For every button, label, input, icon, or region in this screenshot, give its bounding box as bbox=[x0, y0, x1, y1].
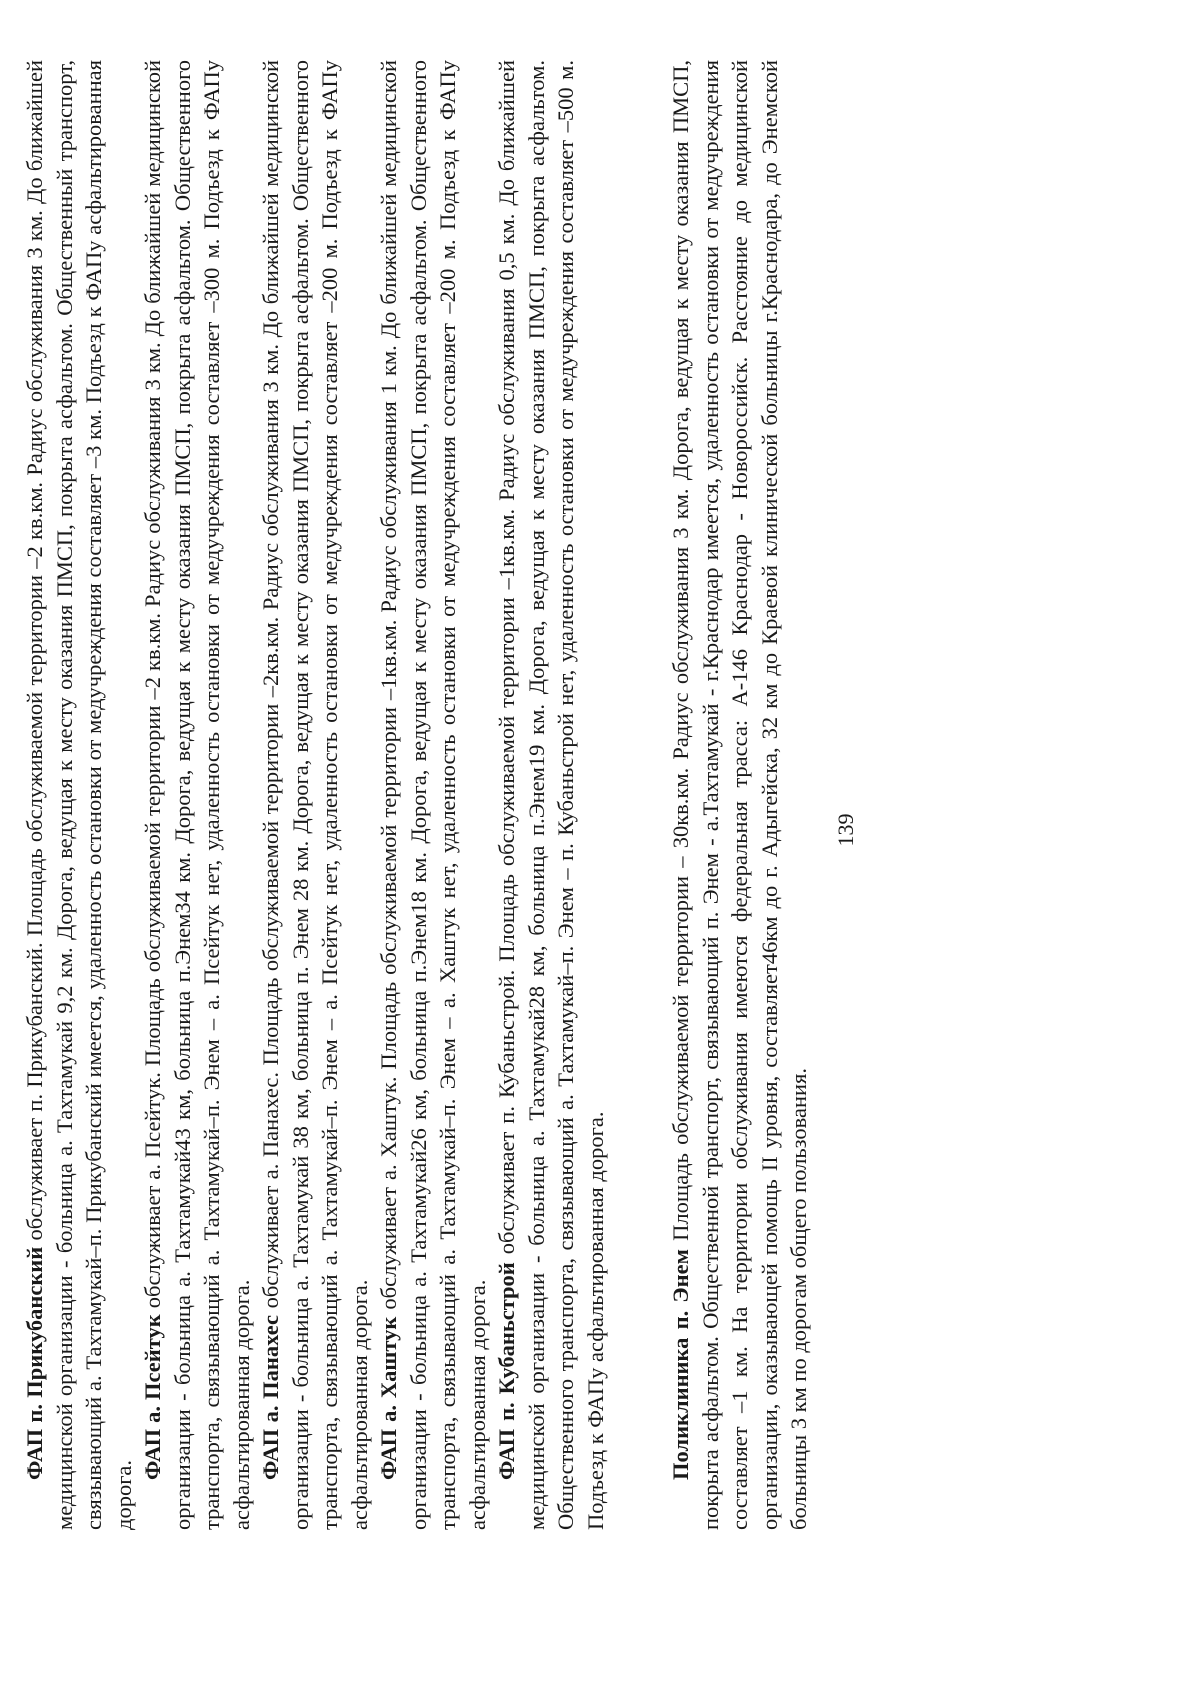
paragraph-text: обслуживает п. Прикубанский. Площадь обслуживаемой территории –2 кв.км. Радиус обслуживания 3 км. До ближайшей медицинской организации - больница а. Тахтамукай 9,2 км. Дорога, ведущая к месту оказания ПМСП, покрыта асфальтом. Общественный транспорт, связывающий а. Тахтамукай–п. Прикубанский имеется, удаленность остановки от медучреждения составляет –3 км. Подъезд к ФАПу асфальтированная дорога. bbox=[22, 59, 136, 1530]
rotated-text-body bbox=[20, 60, 880, 1530]
paragraph-heading: ФАП а. Псейтук bbox=[140, 1314, 165, 1480]
paragraph-text: Площадь обслуживаемой территории – 30кв.км. Радиус обслуживания 3 км. Дорога, ведущая к месту оказания ПМСП, покрыта асфальтом. Общественной транспорт, связывающий п. Энем - а.Тахтамукай - г.Краснодар имеется, удаленность остановки от медучреждения составляет –1 км. На территории обслуживания имеются федеральная трасса: А-146 Краснодар - Новороссийск. Расстояние до медицинской организации, оказывающей помощь II уровня, составляет46км до г. Адыгейска, 32 км до Краевой клинической больницы г.Краснодара, до Энемской больницы 3 км по дорогам общего пользования. bbox=[668, 60, 811, 1530]
paragraph-heading: ФАП а. Хаштук bbox=[376, 1316, 401, 1480]
paragraph-text: обслуживает а. Панахес. Площадь обслуживаемой территории –2кв.км. Радиус обслуживания 3 км. До ближайшей медицинской организации - больница а. Тахтамукай 38 км, больница п. Энем 28 км. Дорога, ведущая к месту оказания ПМСП, покрыта асфальтом. Общественного транспорта, связывающий а. Тахтамукай–п. Энем – а. Псейтук нет, удаленность остановки от медучреждения составляет –200 м. Подъезд к ФАПу асфальтированная дорога. bbox=[258, 59, 372, 1530]
paragraph-polyclinic-enem bbox=[666, 60, 814, 1530]
paragraph-heading: ФАП а. Панахес bbox=[258, 1314, 283, 1480]
paragraph-fap-pseytuk bbox=[138, 60, 256, 1530]
page-number: 139 bbox=[833, 813, 858, 847]
paragraph-heading: Поликлиника п. Энем bbox=[668, 1249, 693, 1480]
paragraph-heading: ФАП п. Кубаньстрой bbox=[494, 1262, 519, 1480]
paragraph-fap-prikubansky bbox=[20, 60, 138, 1530]
paragraph-gap bbox=[610, 60, 666, 1530]
paragraph-text: обслуживает а. Псейтук. Площадь обслуживаемой территории –2 кв.км. Радиус обслуживания 3 км. До ближайшей медицинской организации - больница а. Тахтамукай43 км, больница п.Энем34 км. Дорога, ведущая к месту оказания ПМСП, покрыта асфальтом. Общественного транспорта, связывающий а. Тахтамукай–п. Энем – а. Псейтук нет, удаленность остановки от медучреждения составляет –300 м. Подъезд к ФАПу асфальтированная дорога. bbox=[140, 60, 254, 1530]
paragraph-heading: ФАП п. Прикубанский bbox=[22, 1246, 47, 1480]
paragraph-fap-khashtuk bbox=[374, 60, 492, 1530]
paragraph-text: обслуживает п. Кубаньстрой. Площадь обслуживаемой территории –1кв.км. Радиус обслуживания 0,5 км. До ближайшей медицинской организации - больница а. Тахтамукай28 км, больница п.Энем19 км. Дорога, ведущая к месту оказания ПМСП, покрыта асфальтом. Общественного транспорта, связывающий а. Тахтамукай–п. Энем – п. Кубаньстрой нет, удаленность остановки от медучреждения составляет –500 м. Подъезд к ФАПу асфальтированная дорога. bbox=[494, 59, 608, 1530]
paragraph-text: обслуживает а. Хаштук. Площадь обслуживаемой территории –1кв.км. Радиус обслуживания 1 км. До ближайшей медицинской организации - больница а. Тахтамукай26 км, больница п.Энем18 км. Дорога, ведущая к месту оказания ПМСП, покрыта асфальтом. Общественного транспорта, связывающий а. Тахтамукай–п. Энем – а. Хаштук нет, удаленность остановки от медучреждения составляет –200 м. Подъезд к ФАПу асфальтированная дорога. bbox=[376, 60, 490, 1530]
paragraph-fap-panakhes bbox=[256, 60, 374, 1530]
paragraph-fap-kubanstroy bbox=[492, 60, 610, 1530]
